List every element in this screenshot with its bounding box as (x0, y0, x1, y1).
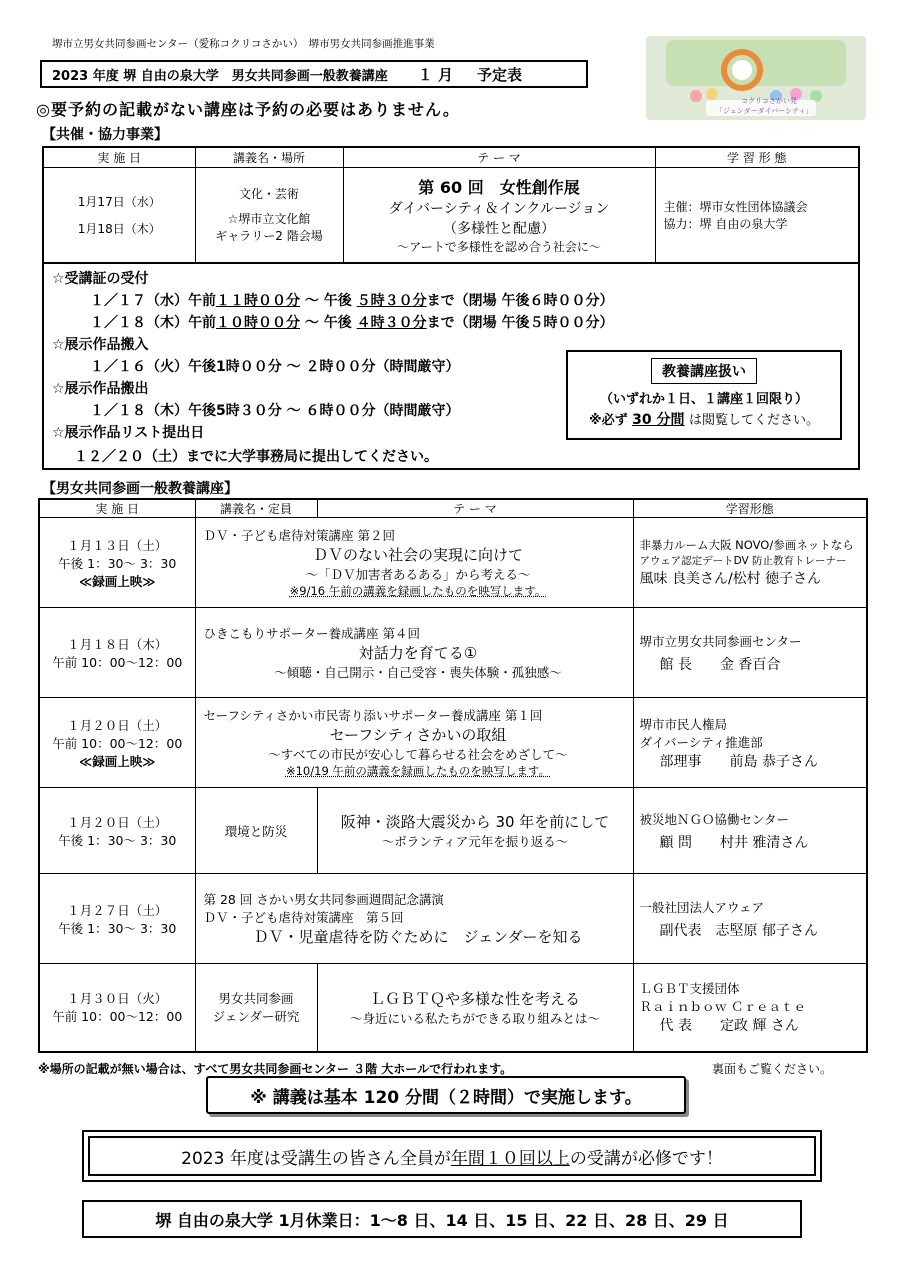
table-row (39, 964, 867, 1052)
logo (646, 36, 866, 120)
row3-rec: ※10/19 午前の講義を録画したものを映写します。 (285, 764, 550, 778)
s1-theme-sub: ダイバーシティ＆インクルージョン (388, 200, 610, 217)
logo-text2: 「ジェンダーダイバーシティ」 (716, 107, 813, 115)
row2-date-t: 午前 10：00～12：00 (52, 654, 183, 670)
row5-date-d: １月２７日（土） (67, 902, 168, 918)
recv1-d: ５時３０分 (356, 293, 427, 309)
recv1-e: まで（閉場 午後６時００分） (426, 293, 614, 309)
row1-date-n: ≪録画上映≫ (79, 573, 156, 589)
section2-title: 【男女共同参画一般教養講座】 (42, 481, 238, 497)
row4-date-d: １月２０日（土） (67, 814, 168, 830)
footer-scroll: ※ 講義は基本 120 分間（２時間）で実施します。 (206, 1076, 686, 1114)
recv-line2 (90, 312, 614, 332)
s1-form (655, 167, 859, 263)
row2-date (39, 608, 195, 698)
row3-date (39, 698, 195, 788)
row5-date (39, 874, 195, 964)
row5-form (633, 874, 867, 964)
row5-form3: 副代表 志堅原 郁子さん (659, 922, 818, 939)
s1-date-2: 1月18日（木） (77, 221, 161, 236)
s1-theme (343, 167, 655, 263)
row2-content (195, 608, 633, 698)
s1-theme-sub2: （多様性と配慮） (443, 220, 555, 237)
row5-content (195, 874, 633, 964)
row4-date-t: 午後 1：30～ 3：30 (58, 832, 177, 848)
row1-date-d: １月１３日（土） (67, 537, 168, 553)
recv2-e: まで（閉場 午後５時００分） (426, 315, 614, 331)
s1-header-theme: テ ー マ (343, 147, 655, 167)
s1-place-cat: 文化・芸術 (238, 187, 299, 202)
row3-content (195, 698, 633, 788)
row5-series: ＤＶ・子ども虐待対策講座 第５回 (203, 910, 404, 925)
row5-date-t: 午後 1：30～ 3：30 (58, 920, 177, 936)
row3-sub: ～すべての市民が安心して暮らせる社会をめざして～ (268, 747, 568, 762)
recv-line1 (90, 290, 614, 310)
footer-note: ※場所の記載が無い場合は、すべて男女共同参画センター ３階 大ホールで行われます。 (38, 1062, 513, 1076)
recv2-c: ～ 午後 (304, 315, 352, 331)
req-a: 2023 年度は受講生の皆さん全員が (181, 1148, 451, 1169)
header-line1: 堺市立男女共同参画センター（愛称コクリコさかい） 堺市男女共同参画推進事業 (52, 38, 435, 50)
header-year: 2023 年度 堺 自由の泉大学 男女共同参画一般教養講座 (52, 68, 388, 84)
row2-form (633, 608, 867, 698)
s1-header-place: 講義名・場所 (195, 147, 343, 167)
row3-form2: ダイバーシティ推進部 (639, 734, 763, 750)
row6-cat1: 男女共同参画 (218, 991, 294, 1007)
kyoyo-line2c: は閲覧してください。 (689, 413, 820, 428)
table-row (39, 788, 867, 874)
out-title: ☆展示作品搬出 (52, 381, 149, 397)
s1-form-host: 主催：堺市女性団体協議会 (663, 199, 808, 214)
table-row (39, 698, 867, 788)
kyoyo-line2 (568, 409, 840, 429)
row6-form3: 代 表 定政 輝 さん (659, 1018, 799, 1035)
req-b: 年間１０回以上 (450, 1148, 570, 1169)
s1-date-1: 1月17日（水） (77, 194, 161, 209)
recv2-b: １０時００分 (216, 315, 300, 331)
s1-theme-title: 第 60 回 女性創作展 (418, 177, 580, 197)
row2-form3: 館 長 金 香百合 (659, 656, 781, 673)
s1-theme-sub3: ～アートで多様性を認め合う社会に～ (397, 239, 601, 254)
row4-sub: ～ボランティア元年を振り返る～ (381, 834, 569, 849)
header-sched: 予定表 (477, 65, 523, 84)
row1-date (39, 518, 195, 608)
row6-form2: Ｒａｉｎｂｏｗ Ｃｒｅａｔｅ (639, 999, 806, 1015)
row1-series: ＤＶ・子ども虐待対策講座 第２回 (203, 528, 395, 543)
row2-title: 対話力を育てる① (358, 644, 478, 662)
kyoyo-line1: （いずれか１日、１講座１回限り） (599, 392, 808, 407)
recv1-a: １／１７（水）午前 (90, 293, 216, 309)
s2-header-theme: テ ー マ (317, 499, 633, 518)
row4-date (39, 788, 195, 874)
row4-form1: 被災地ＮＧＯ協働センター (639, 811, 790, 827)
recv2-a: １／１８（木）午前 (90, 315, 216, 331)
out-line: １／１８（木）午後5時３０分 ～ ６時００分（時間厳守） (90, 403, 460, 419)
s1-form-coop: 協力：堺 自由の泉大学 (663, 216, 788, 231)
row4-cat: 環境と防災 (195, 788, 317, 874)
recv1-c: ～ 午後 (304, 293, 352, 309)
kyoyo-title: 教養講座扱い (651, 358, 757, 384)
kyoyo-box (566, 350, 842, 440)
table-row (39, 874, 867, 964)
table-row (39, 608, 867, 698)
row5-series0: 第 28 回 さかい男女共同参画週間記念講演 (203, 892, 444, 907)
logo-text1: コクリコさかい発 (741, 97, 797, 105)
header-title (40, 60, 588, 88)
row3-date-d: １月２０日（土） (67, 717, 168, 733)
row1-form (633, 518, 867, 608)
row6-date-t: 午前 10：00～12：00 (52, 1009, 183, 1025)
header-month: １ 月 (417, 65, 453, 84)
row1-title: ＤＶのない社会の実現に向けて (312, 546, 523, 564)
s1-header-date: 実 施 日 (43, 147, 195, 167)
row1-form3: 風味 良美さん/松村 徳子さん (639, 571, 822, 587)
footer-back: 裏面もご覧ください。 (712, 1062, 833, 1076)
recv-title: ☆受講証の受付 (52, 271, 149, 287)
row1-sub: ～「ＤＶ加害者あるある」から考える～ (305, 567, 531, 582)
row6-content (317, 964, 633, 1052)
row1-form2: アウェア認定デートDV 防止教育トレーナー (639, 555, 847, 567)
s2-header-form: 学習形態 (633, 499, 867, 518)
row1-content (195, 518, 633, 608)
section1-table (42, 146, 860, 264)
s1-dates (43, 167, 195, 263)
footer-closed-days: 堺 自由の泉大学 1月休業日：1～8 日、14 日、15 日、22 日、28 日、29 日 (82, 1200, 802, 1238)
kyoyo-line2a: ※必ず (588, 413, 628, 428)
row1-form1: 非暴力ルーム大阪 NOVO/参画ネットなら (639, 538, 854, 552)
section1-title: 【共催・協力事業】 (42, 127, 168, 143)
s2-header-name: 講義名・定員 (195, 499, 317, 518)
row1-date-t: 午後 1：30～ 3：30 (58, 555, 177, 571)
row3-date-n: ≪録画上映≫ (79, 753, 156, 769)
s2-header-date: 実 施 日 (39, 499, 195, 518)
footer-requirement (82, 1130, 822, 1182)
row3-date-t: 午前 10：00～12：00 (52, 735, 183, 751)
s1-place (195, 167, 343, 263)
row2-form1: 堺市立男女共同参画センター (639, 633, 802, 649)
list-title: ☆展示作品リスト提出日 (52, 425, 205, 441)
row3-series: セーフシティさかい市民寄り添いサポーター養成講座 第１回 (203, 708, 543, 723)
row3-title: セーフシティさかいの取組 (329, 726, 507, 744)
row6-title: ＬＧＢＴＱや多様な性を考える (369, 989, 580, 1008)
recv2-d: ４時３０分 (356, 315, 427, 331)
row6-cat (195, 964, 317, 1052)
row5-form1: 一般社団法人アウェア (639, 899, 765, 915)
notice: ◎要予約の記載がない講座は予約の必要はありません。 (36, 100, 460, 119)
row3-form (633, 698, 867, 788)
row6-date-d: １月３０日（火） (67, 991, 168, 1007)
section2-table (38, 498, 868, 1053)
row4-form (633, 788, 867, 874)
row2-sub: ～傾聴・自己開示・自己受容・喪失体験・孤独感～ (274, 665, 562, 680)
s1-header-form: 学 習 形 態 (655, 147, 859, 167)
kyoyo-line2b: 30 分間 (632, 412, 685, 428)
row6-form (633, 964, 867, 1052)
row2-series: ひきこもりサポーター養成講座 第４回 (203, 626, 420, 641)
row6-sub: ～身近にいる私たちができる取り組みとは～ (349, 1010, 600, 1026)
row6-cat2: ジェンダー研究 (212, 1009, 300, 1025)
row3-form1: 堺市市民人権局 (639, 716, 728, 732)
row4-form3: 顧 問 村井 雅清さん (659, 834, 809, 851)
s1-place-venue: ☆堺市立文化館 (227, 212, 311, 227)
row2-date-d: １月１８日（木） (67, 636, 168, 652)
row6-form1: ＬＧＢＴ支援団体 (639, 981, 740, 997)
recv1-b: １１時００分 (216, 293, 300, 309)
in-line: １／１６（火）午後1時００分 ～ ２時００分（時間厳守） (90, 359, 460, 375)
table-row (39, 518, 867, 608)
row4-title: 阪神・淡路大震災から 30 年を前にして (340, 813, 610, 831)
s1-place-room: ギャラリー2 階会場 (215, 229, 323, 244)
row6-date (39, 964, 195, 1052)
list-line: １２／２０（土）までに大学事務局に提出してください。 (74, 449, 438, 465)
row1-rec: ※9/16 午前の講義を録画したものを映写します。 (289, 584, 547, 598)
req-c: の受講が必修です！ (569, 1148, 723, 1169)
in-title: ☆展示作品搬入 (52, 337, 149, 353)
row4-content (317, 788, 633, 874)
row5-title: ＤＶ・児童虐待を防ぐために ジェンダーを知る (253, 928, 583, 946)
row3-form3: 部理事 前島 恭子さん (659, 753, 818, 770)
